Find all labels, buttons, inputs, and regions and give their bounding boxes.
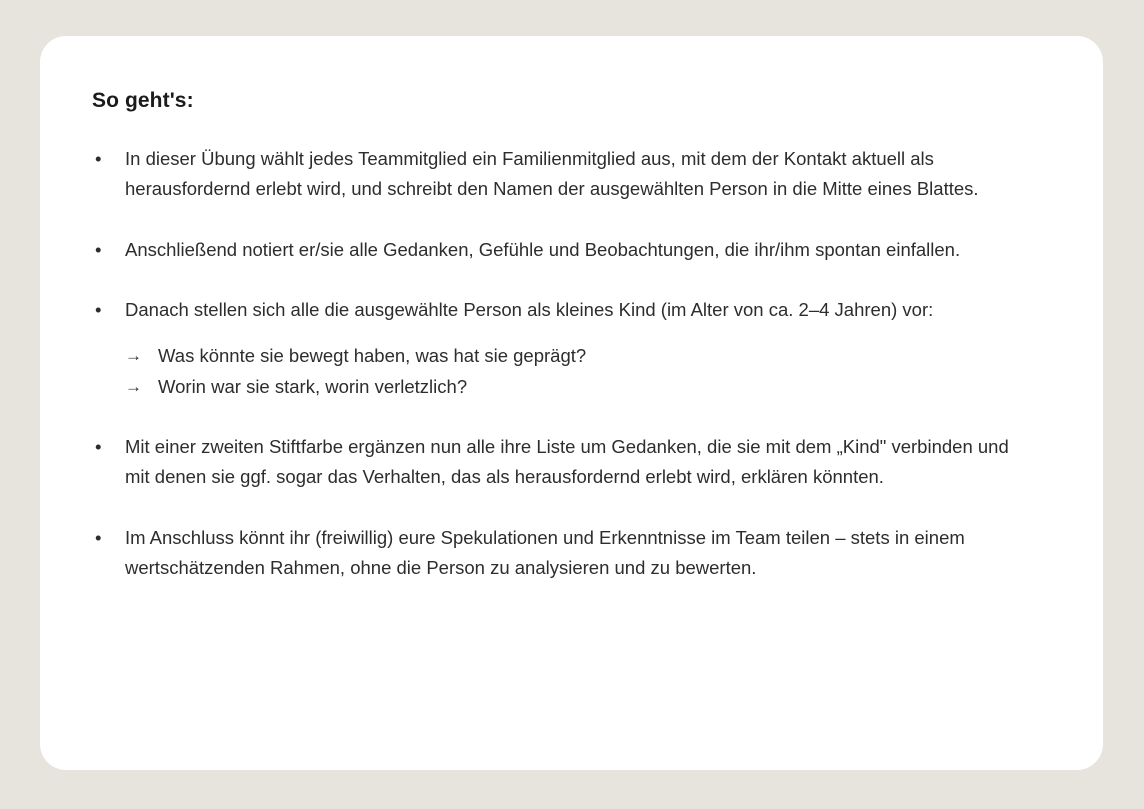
arrow-right-icon: → — [125, 376, 142, 396]
bullet-dot-icon: • — [95, 148, 102, 170]
list-item — [92, 523, 1020, 584]
page-title: So geht's: — [92, 89, 194, 112]
sub-list-item-text: Worin war sie stark, worin verletzlich? — [158, 375, 468, 397]
list-item — [92, 144, 1020, 205]
instruction-card — [40, 36, 1103, 770]
list-item — [92, 432, 1020, 493]
sub-list-item — [125, 372, 1020, 402]
list-item-text: Anschließend notiert er/sie alle Gedanken, Gefühle und Beobachtungen, die ihr/ihm spontan einfallen. — [125, 238, 961, 260]
list-item-text: Mit einer zweiten Stiftfarbe ergänzen nun alle ihre Liste um Gedanken, die sie mit dem „Kind" verbinden und mit denen sie ggf. sogar das Verhalten, das als herausfordernd erlebt wird, erklären könnten. — [125, 435, 1009, 488]
list-item — [92, 295, 1020, 402]
sub-list-item — [125, 341, 1020, 371]
list-item-text: In dieser Übung wählt jedes Teammitglied ein Familienmitglied aus, mit dem der Kontakt aktuell als herausfordernd erlebt wird, und schreibt den Namen der ausgewählten Person in die Mitte eines Blattes. — [125, 148, 979, 200]
bullet-dot-icon: • — [95, 526, 102, 548]
sub-list-item-text: Was könnte sie bewegt haben, was hat sie geprägt? — [158, 345, 587, 367]
list-item — [92, 235, 1020, 265]
list-item-text: Danach stellen sich alle die ausgewählte Person als kleines Kind (im Alter von ca. 2–4 Jahren) vor: — [125, 299, 934, 321]
bullet-dot-icon: • — [95, 435, 102, 457]
list-item-text: Im Anschluss könnt ihr (freiwillig) eure Spekulationen und Erkenntnisse im Team teilen – stets in einem wertschätzenden Rahmen, ohne die Person zu analysieren und zu bewerten. — [125, 526, 965, 578]
sub-question-list — [125, 341, 1020, 402]
bullet-dot-icon: • — [95, 299, 102, 321]
arrow-right-icon: → — [125, 346, 142, 366]
bullet-dot-icon: • — [95, 238, 102, 260]
instruction-list — [92, 144, 1043, 583]
